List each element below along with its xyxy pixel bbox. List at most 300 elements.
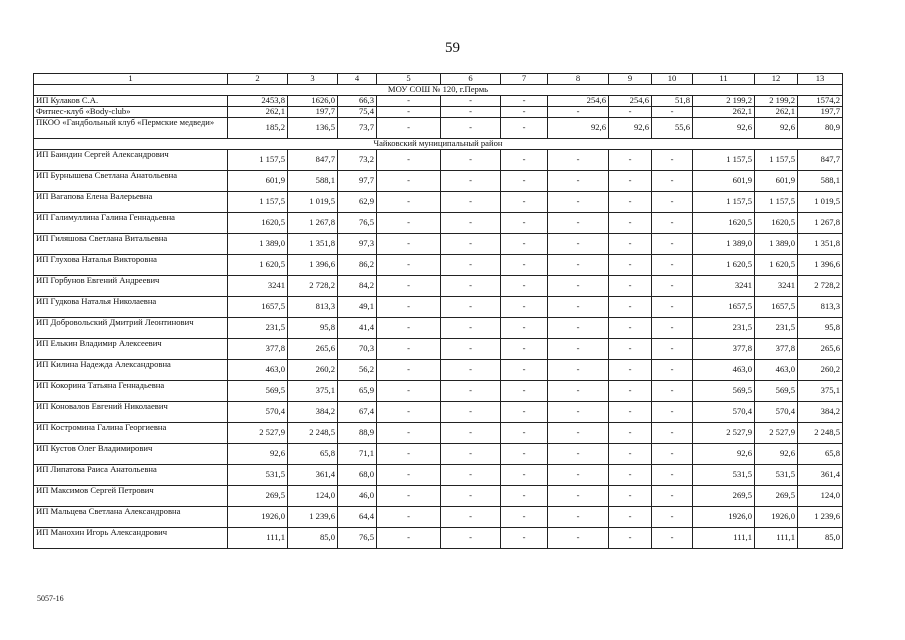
value-cell: 97,7 <box>338 171 377 192</box>
org-name-cell: ИП Бурнышева Светлана Анатольевна <box>34 171 228 192</box>
value-cell: - <box>652 297 693 318</box>
value-cell: - <box>548 107 609 118</box>
value-cell: 569,5 <box>755 381 798 402</box>
value-cell: - <box>441 318 501 339</box>
value-cell: 97,3 <box>338 234 377 255</box>
value-cell: 51,8 <box>652 96 693 107</box>
value-cell: - <box>501 150 548 171</box>
value-cell: - <box>501 171 548 192</box>
value-cell: - <box>441 486 501 507</box>
column-number: 12 <box>755 74 798 85</box>
column-number: 13 <box>798 74 843 85</box>
value-cell: - <box>377 255 441 276</box>
value-cell: 71,1 <box>338 444 377 465</box>
value-cell: - <box>501 118 548 139</box>
value-cell: - <box>652 381 693 402</box>
value-cell: 377,8 <box>755 339 798 360</box>
value-cell: - <box>377 171 441 192</box>
value-cell: 80,9 <box>798 118 843 139</box>
value-cell: - <box>609 213 652 234</box>
value-cell: 361,4 <box>288 465 338 486</box>
value-cell: 92,6 <box>548 118 609 139</box>
value-cell: 384,2 <box>288 402 338 423</box>
value-cell: 2 527,9 <box>228 423 288 444</box>
value-cell: 76,5 <box>338 528 377 549</box>
value-cell: - <box>548 297 609 318</box>
value-cell: 62,9 <box>338 192 377 213</box>
value-cell: 463,0 <box>755 360 798 381</box>
value-cell: - <box>441 339 501 360</box>
value-cell: 1620,5 <box>228 213 288 234</box>
table-row <box>34 318 843 339</box>
table-row <box>34 150 843 171</box>
value-cell: 65,8 <box>288 444 338 465</box>
value-cell: 124,0 <box>288 486 338 507</box>
value-cell: - <box>609 150 652 171</box>
table-row <box>34 255 843 276</box>
org-name-cell: ИП Глухова Наталья Викторовна <box>34 255 228 276</box>
value-cell: 1620,5 <box>755 213 798 234</box>
column-number: 6 <box>441 74 501 85</box>
value-cell: 111,1 <box>693 528 755 549</box>
value-cell: 3241 <box>228 276 288 297</box>
column-number: 10 <box>652 74 693 85</box>
value-cell: - <box>548 444 609 465</box>
org-name-cell: ИП Мальцева Светлана Александровна <box>34 507 228 528</box>
value-cell: - <box>548 171 609 192</box>
value-cell: - <box>377 318 441 339</box>
value-cell: - <box>609 465 652 486</box>
section-row <box>34 85 843 96</box>
org-name-cell: ИП Гудкова Наталья Николаевна <box>34 297 228 318</box>
value-cell: - <box>652 528 693 549</box>
value-cell: - <box>652 107 693 118</box>
value-cell: 1926,0 <box>755 507 798 528</box>
value-cell: 847,7 <box>288 150 338 171</box>
value-cell: - <box>441 297 501 318</box>
value-cell: 1657,5 <box>228 297 288 318</box>
value-cell: - <box>441 150 501 171</box>
value-cell: - <box>501 465 548 486</box>
value-cell: - <box>548 381 609 402</box>
section-title: МОУ СОШ № 120, г.Пермь <box>34 85 843 96</box>
org-name-cell: Фитнес-клуб «Body-club» <box>34 107 228 118</box>
value-cell: 41,4 <box>338 318 377 339</box>
value-cell: - <box>652 150 693 171</box>
value-cell: - <box>501 96 548 107</box>
value-cell: 1 620,5 <box>228 255 288 276</box>
value-cell: - <box>441 402 501 423</box>
value-cell: - <box>377 118 441 139</box>
value-cell: - <box>548 465 609 486</box>
value-cell: 813,3 <box>288 297 338 318</box>
table-row <box>34 486 843 507</box>
value-cell: - <box>609 255 652 276</box>
value-cell: 375,1 <box>288 381 338 402</box>
org-name-cell: ИП Манохин Игорь Александрович <box>34 528 228 549</box>
value-cell: 185,2 <box>228 118 288 139</box>
value-cell: 1 620,5 <box>755 255 798 276</box>
value-cell: - <box>501 213 548 234</box>
table-row <box>34 339 843 360</box>
value-cell: - <box>548 402 609 423</box>
table-row <box>34 528 843 549</box>
value-cell: 2 199,2 <box>693 96 755 107</box>
value-cell: - <box>377 486 441 507</box>
value-cell: 111,1 <box>228 528 288 549</box>
value-cell: 85,0 <box>288 528 338 549</box>
value-cell: - <box>548 423 609 444</box>
value-cell: 1 157,5 <box>755 192 798 213</box>
value-cell: 1657,5 <box>755 297 798 318</box>
org-name-cell: ИП Коновалов Евгений Николаевич <box>34 402 228 423</box>
org-name-cell: ИП Гиляшова Светлана Витальевна <box>34 234 228 255</box>
value-cell: 86,2 <box>338 255 377 276</box>
value-cell: 2453,8 <box>228 96 288 107</box>
value-cell: 269,5 <box>228 486 288 507</box>
value-cell: 2 527,9 <box>693 423 755 444</box>
value-cell: - <box>652 360 693 381</box>
value-cell: - <box>652 171 693 192</box>
value-cell: 231,5 <box>228 318 288 339</box>
value-cell: 73,7 <box>338 118 377 139</box>
report-table <box>33 73 843 549</box>
value-cell: - <box>652 423 693 444</box>
value-cell: 254,6 <box>609 96 652 107</box>
value-cell: - <box>652 507 693 528</box>
value-cell: - <box>548 486 609 507</box>
value-cell: - <box>652 465 693 486</box>
table-row <box>34 118 843 139</box>
page-number: 59 <box>445 40 460 56</box>
section-title: Чайковский муниципальный район <box>34 139 843 150</box>
value-cell: 65,9 <box>338 381 377 402</box>
value-cell: 531,5 <box>228 465 288 486</box>
value-cell: - <box>501 507 548 528</box>
org-name-cell: ИП Липатова Раиса Анатольевна <box>34 465 228 486</box>
value-cell: 1574,2 <box>798 96 843 107</box>
table-row <box>34 507 843 528</box>
value-cell: - <box>441 234 501 255</box>
value-cell: - <box>441 507 501 528</box>
value-cell: - <box>377 96 441 107</box>
table-row <box>34 402 843 423</box>
value-cell: 92,6 <box>693 444 755 465</box>
value-cell: 56,2 <box>338 360 377 381</box>
value-cell: 254,6 <box>548 96 609 107</box>
value-cell: 588,1 <box>288 171 338 192</box>
value-cell: - <box>441 118 501 139</box>
org-name-cell: ИП Елькин Владимир Алексеевич <box>34 339 228 360</box>
value-cell: - <box>501 360 548 381</box>
column-number: 4 <box>338 74 377 85</box>
value-cell: 49,1 <box>338 297 377 318</box>
value-cell: - <box>441 276 501 297</box>
value-cell: 1626,0 <box>288 96 338 107</box>
value-cell: - <box>548 339 609 360</box>
table-row <box>34 360 843 381</box>
value-cell: - <box>377 465 441 486</box>
value-cell: - <box>501 107 548 118</box>
value-cell: 1 157,5 <box>228 192 288 213</box>
value-cell: - <box>441 171 501 192</box>
column-number: 5 <box>377 74 441 85</box>
value-cell: 92,6 <box>228 444 288 465</box>
value-cell: - <box>609 192 652 213</box>
value-cell: 361,4 <box>798 465 843 486</box>
value-cell: 1620,5 <box>693 213 755 234</box>
value-cell: - <box>377 213 441 234</box>
value-cell: - <box>501 234 548 255</box>
value-cell: - <box>609 318 652 339</box>
value-cell: 70,3 <box>338 339 377 360</box>
value-cell: 88,9 <box>338 423 377 444</box>
value-cell: - <box>609 276 652 297</box>
value-cell: - <box>377 402 441 423</box>
value-cell: - <box>609 107 652 118</box>
value-cell: 75,4 <box>338 107 377 118</box>
column-number: 11 <box>693 74 755 85</box>
value-cell: 3241 <box>693 276 755 297</box>
table-row <box>34 381 843 402</box>
table-row <box>34 234 843 255</box>
org-name-cell: ИП Горбунов Евгений Андреевич <box>34 276 228 297</box>
value-cell: 92,6 <box>693 118 755 139</box>
value-cell: 1 620,5 <box>693 255 755 276</box>
value-cell: - <box>548 213 609 234</box>
value-cell: 265,6 <box>798 339 843 360</box>
value-cell: 1 389,0 <box>693 234 755 255</box>
value-cell: - <box>501 444 548 465</box>
value-cell: - <box>501 402 548 423</box>
org-name-cell: ИП Костромина Галина Георгиевна <box>34 423 228 444</box>
value-cell: 1926,0 <box>228 507 288 528</box>
value-cell: 1 389,0 <box>755 234 798 255</box>
table-row <box>34 297 843 318</box>
value-cell: 84,2 <box>338 276 377 297</box>
value-cell: - <box>377 107 441 118</box>
value-cell: - <box>501 486 548 507</box>
value-cell: - <box>441 107 501 118</box>
value-cell: - <box>652 234 693 255</box>
value-cell: - <box>501 297 548 318</box>
value-cell: 55,6 <box>652 118 693 139</box>
value-cell: 92,6 <box>755 444 798 465</box>
value-cell: - <box>652 402 693 423</box>
value-cell: 1 157,5 <box>693 192 755 213</box>
value-cell: 92,6 <box>609 118 652 139</box>
org-name-cell: ПКОО «Гандбольный клуб «Пермские медведи» <box>34 118 228 139</box>
value-cell: 1657,5 <box>693 297 755 318</box>
value-cell: - <box>501 528 548 549</box>
value-cell: 111,1 <box>755 528 798 549</box>
value-cell: - <box>609 423 652 444</box>
value-cell: 46,0 <box>338 486 377 507</box>
column-number: 1 <box>34 74 228 85</box>
value-cell: - <box>652 339 693 360</box>
value-cell: 570,4 <box>755 402 798 423</box>
column-number: 3 <box>288 74 338 85</box>
value-cell: - <box>548 507 609 528</box>
value-cell: - <box>609 360 652 381</box>
value-cell: 1 389,0 <box>228 234 288 255</box>
value-cell: - <box>652 276 693 297</box>
value-cell: - <box>377 528 441 549</box>
section-row <box>34 139 843 150</box>
value-cell: - <box>441 96 501 107</box>
value-cell: - <box>548 360 609 381</box>
table-row <box>34 192 843 213</box>
value-cell: 1 239,6 <box>798 507 843 528</box>
value-cell: - <box>501 192 548 213</box>
value-cell: 569,5 <box>228 381 288 402</box>
value-cell: - <box>609 297 652 318</box>
column-number: 2 <box>228 74 288 85</box>
table-row <box>34 96 843 107</box>
value-cell: - <box>441 360 501 381</box>
value-cell: - <box>441 213 501 234</box>
column-number: 8 <box>548 74 609 85</box>
value-cell: - <box>441 192 501 213</box>
value-cell: - <box>377 423 441 444</box>
value-cell: 531,5 <box>693 465 755 486</box>
value-cell: 813,3 <box>798 297 843 318</box>
value-cell: - <box>441 381 501 402</box>
table-row <box>34 423 843 444</box>
value-cell: - <box>441 255 501 276</box>
value-cell: - <box>548 318 609 339</box>
value-cell: 76,5 <box>338 213 377 234</box>
table-row <box>34 276 843 297</box>
column-number: 9 <box>609 74 652 85</box>
value-cell: 95,8 <box>798 318 843 339</box>
value-cell: - <box>609 528 652 549</box>
value-cell: 377,8 <box>693 339 755 360</box>
value-cell: 569,5 <box>693 381 755 402</box>
value-cell: 1 157,5 <box>755 150 798 171</box>
value-cell: - <box>377 444 441 465</box>
value-cell: 1 267,8 <box>798 213 843 234</box>
org-name-cell: ИП Баиндин Сергей Александрович <box>34 150 228 171</box>
value-cell: - <box>441 423 501 444</box>
value-cell: 231,5 <box>755 318 798 339</box>
value-cell: 67,4 <box>338 402 377 423</box>
value-cell: - <box>609 381 652 402</box>
value-cell: - <box>377 276 441 297</box>
org-name-cell: ИП Галимуллина Галина Геннадьевна <box>34 213 228 234</box>
value-cell: 262,1 <box>693 107 755 118</box>
value-cell: - <box>377 150 441 171</box>
value-cell: - <box>609 444 652 465</box>
value-cell: - <box>652 255 693 276</box>
value-cell: - <box>377 360 441 381</box>
value-cell: 265,6 <box>288 339 338 360</box>
value-cell: - <box>548 150 609 171</box>
value-cell: - <box>377 234 441 255</box>
value-cell: - <box>652 213 693 234</box>
value-cell: 1 351,8 <box>798 234 843 255</box>
value-cell: 2 248,5 <box>288 423 338 444</box>
header-row <box>34 74 843 85</box>
value-cell: - <box>377 297 441 318</box>
value-cell: 95,8 <box>288 318 338 339</box>
value-cell: 601,9 <box>755 171 798 192</box>
value-cell: 1 267,8 <box>288 213 338 234</box>
value-cell: 68,0 <box>338 465 377 486</box>
value-cell: 262,1 <box>228 107 288 118</box>
org-name-cell: ИП Кулаков С.А. <box>34 96 228 107</box>
value-cell: - <box>609 171 652 192</box>
value-cell: 375,1 <box>798 381 843 402</box>
value-cell: - <box>609 339 652 360</box>
value-cell: - <box>548 276 609 297</box>
value-cell: 124,0 <box>798 486 843 507</box>
value-cell: 231,5 <box>693 318 755 339</box>
value-cell: - <box>652 444 693 465</box>
value-cell: 463,0 <box>228 360 288 381</box>
value-cell: 601,9 <box>228 171 288 192</box>
table-row <box>34 107 843 118</box>
value-cell: 570,4 <box>228 402 288 423</box>
value-cell: 2 728,2 <box>288 276 338 297</box>
value-cell: 3241 <box>755 276 798 297</box>
value-cell: - <box>377 381 441 402</box>
value-cell: 65,8 <box>798 444 843 465</box>
value-cell: - <box>501 339 548 360</box>
value-cell: 1 019,5 <box>798 192 843 213</box>
value-cell: - <box>441 465 501 486</box>
value-cell: - <box>652 192 693 213</box>
value-cell: 1 351,8 <box>288 234 338 255</box>
table-row <box>34 465 843 486</box>
value-cell: - <box>548 528 609 549</box>
value-cell: - <box>548 234 609 255</box>
value-cell: 1 157,5 <box>693 150 755 171</box>
value-cell: 531,5 <box>755 465 798 486</box>
value-cell: - <box>501 255 548 276</box>
value-cell: 64,4 <box>338 507 377 528</box>
value-cell: 1 157,5 <box>228 150 288 171</box>
value-cell: 136,5 <box>288 118 338 139</box>
value-cell: 2 199,2 <box>755 96 798 107</box>
value-cell: - <box>501 381 548 402</box>
value-cell: 85,0 <box>798 528 843 549</box>
value-cell: - <box>609 486 652 507</box>
value-cell: 384,2 <box>798 402 843 423</box>
value-cell: - <box>501 423 548 444</box>
org-name-cell: ИП Добровольский Дмитрий Леонтинович <box>34 318 228 339</box>
value-cell: - <box>652 318 693 339</box>
footer-code: 5057-16 <box>37 594 64 603</box>
org-name-cell: ИП Кустов Олег Владимирович <box>34 444 228 465</box>
value-cell: - <box>501 318 548 339</box>
value-cell: 73,2 <box>338 150 377 171</box>
table-row <box>34 444 843 465</box>
value-cell: 1 396,6 <box>798 255 843 276</box>
org-name-cell: ИП Килина Надежда Александровна <box>34 360 228 381</box>
value-cell: 92,6 <box>755 118 798 139</box>
value-cell: 1 019,5 <box>288 192 338 213</box>
org-name-cell: ИП Вагапова Елена Валерьевна <box>34 192 228 213</box>
value-cell: 269,5 <box>693 486 755 507</box>
value-cell: 1 396,6 <box>288 255 338 276</box>
value-cell: 570,4 <box>693 402 755 423</box>
value-cell: 588,1 <box>798 171 843 192</box>
value-cell: - <box>441 528 501 549</box>
value-cell: 260,2 <box>798 360 843 381</box>
table-row <box>34 171 843 192</box>
column-number: 7 <box>501 74 548 85</box>
